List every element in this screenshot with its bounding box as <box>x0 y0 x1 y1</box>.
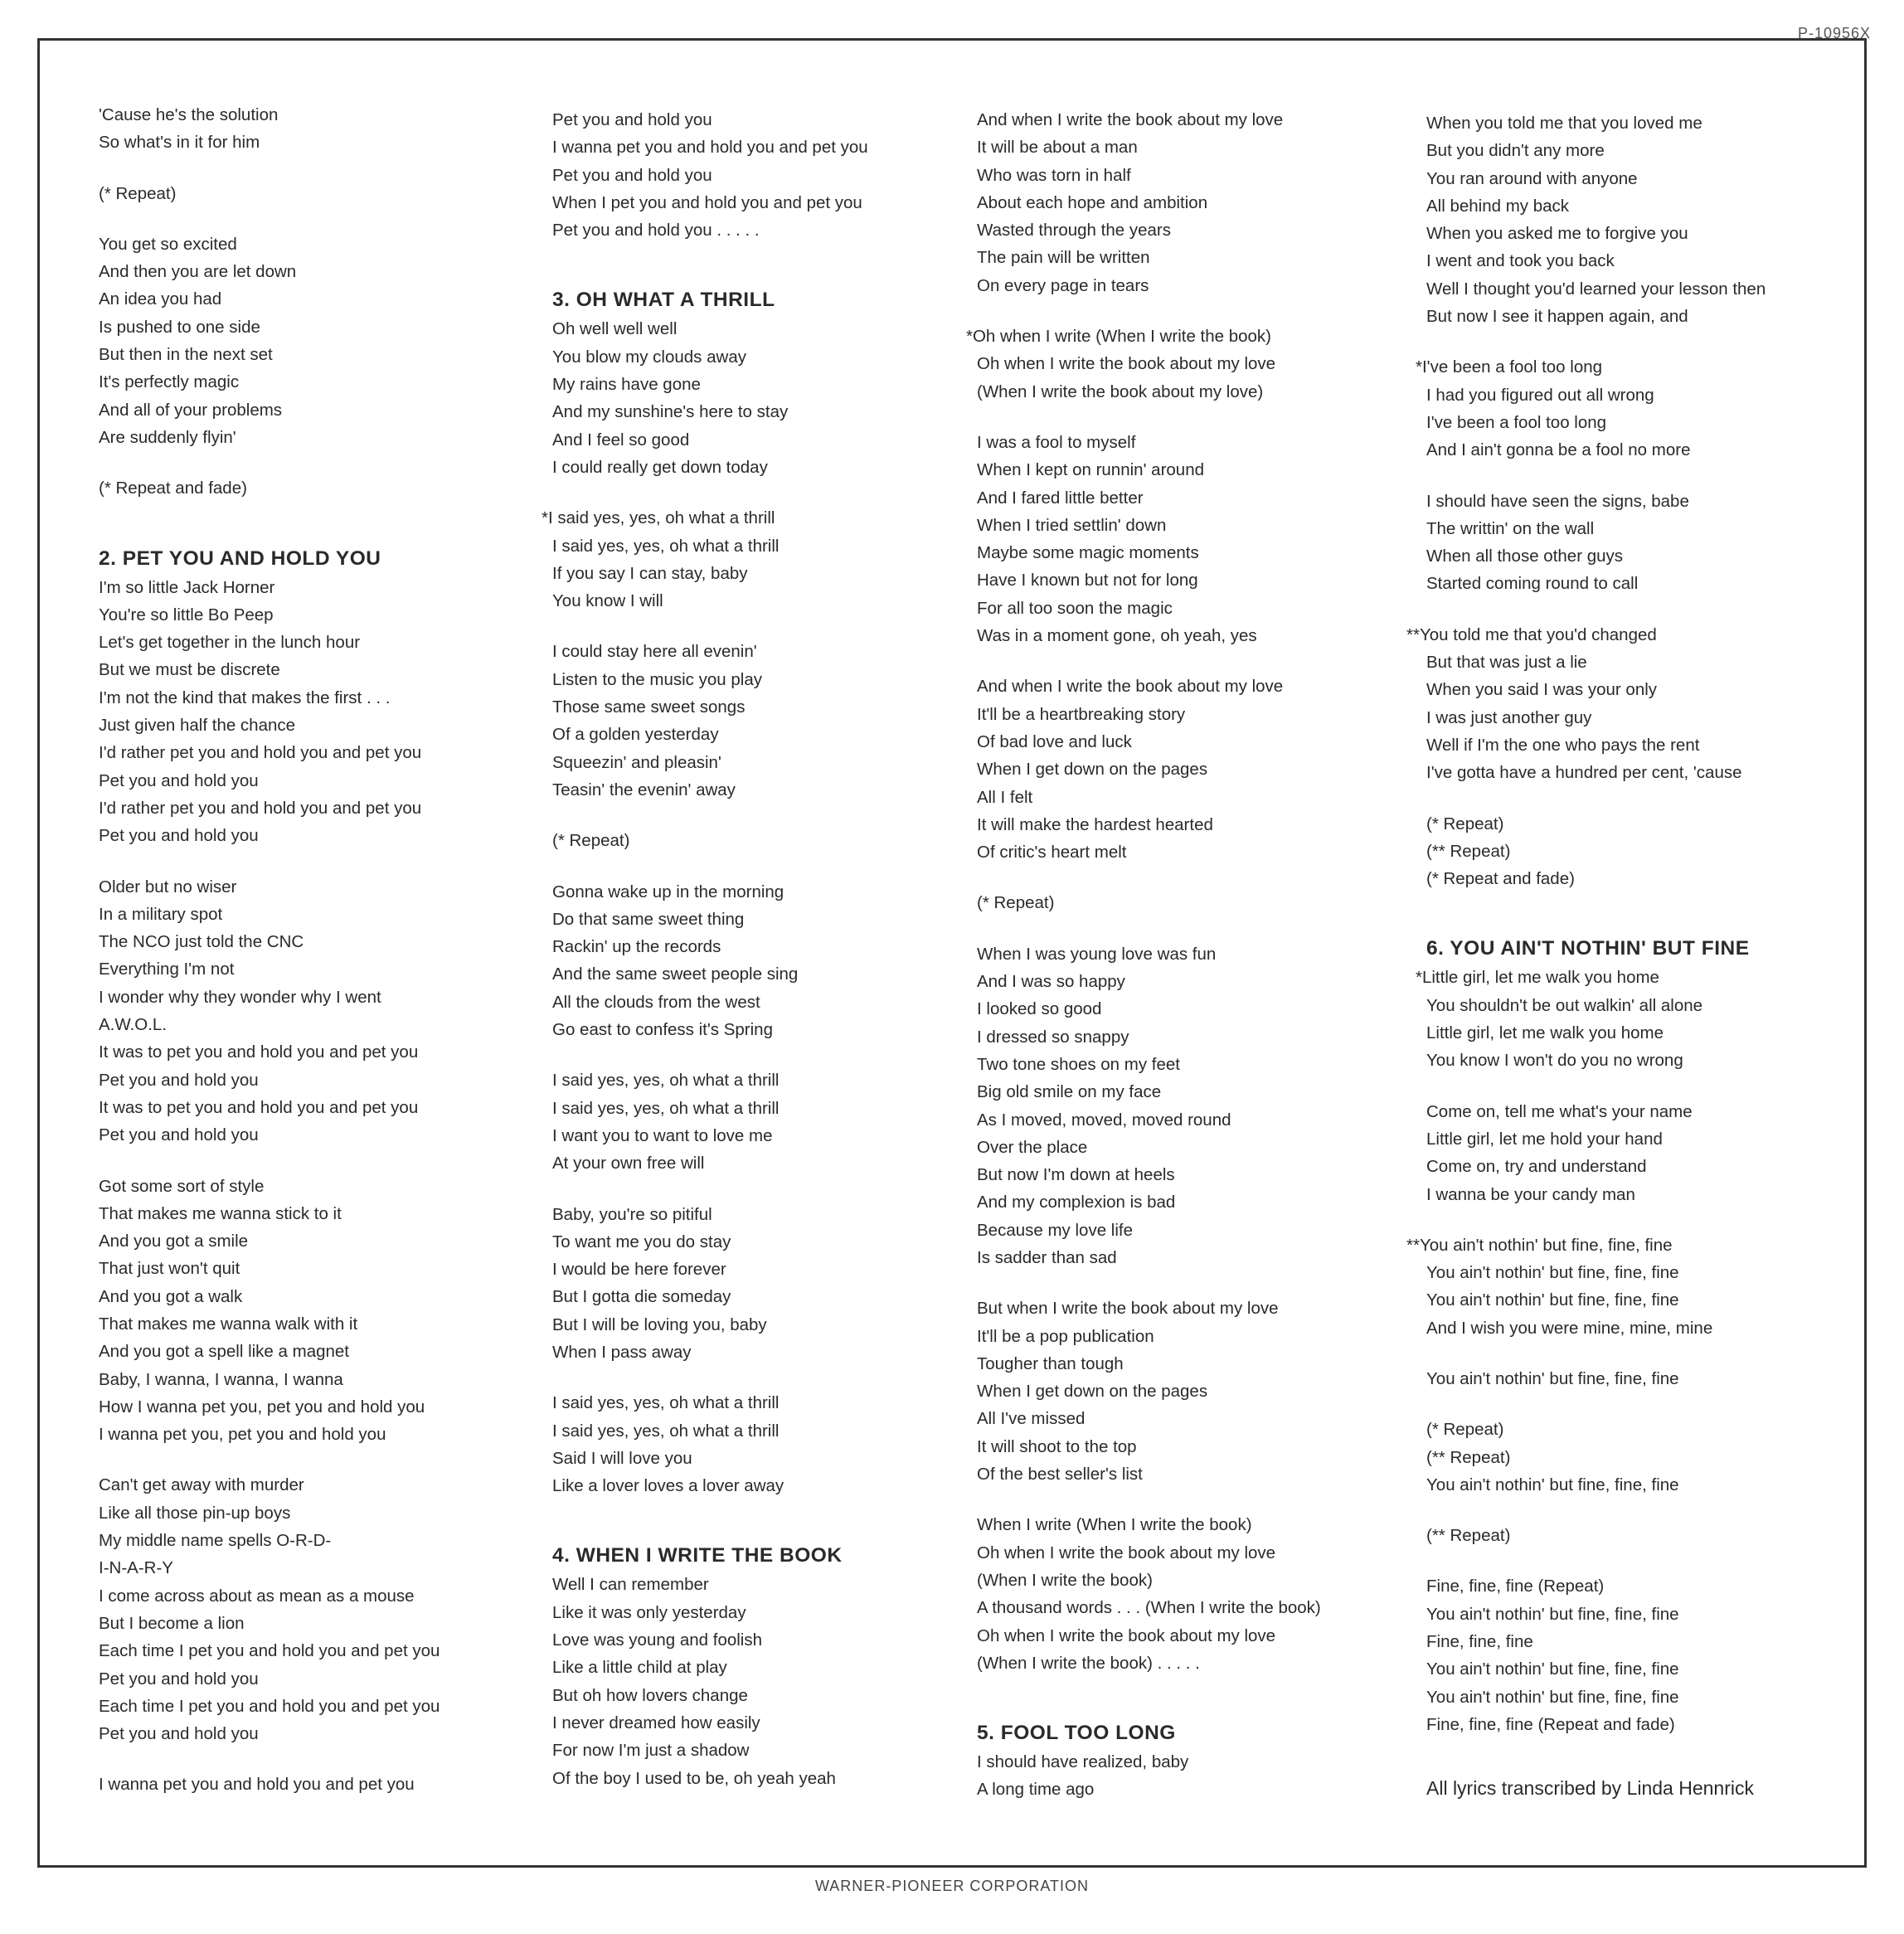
lyric-line: I wanna pet you and hold you and pet you <box>99 1775 415 1795</box>
lyric-line: All behind my back <box>1426 196 1570 216</box>
lyric-line: But that was just a lie <box>1426 653 1587 673</box>
lyrics-stanza <box>552 1067 975 1177</box>
lyric-line: I could stay here all evenin' <box>552 642 757 662</box>
lyric-line: Older but no wiser <box>99 877 237 897</box>
lyrics-stanza <box>552 638 975 804</box>
lyric-line: Pet you and hold you <box>99 1669 259 1689</box>
lyric-line: And all of your problems <box>99 400 283 420</box>
lyric-line: I've been a fool too long <box>1426 412 1607 432</box>
lyric-line: Pet you and hold you . . . . . <box>552 221 760 241</box>
lyric-line: The writtin' on the wall <box>1426 518 1595 538</box>
lyric-line: You ain't nothin' but fine, fine, fine <box>1426 1368 1679 1388</box>
lyric-line: And I was so happy <box>977 972 1125 992</box>
lyric-line: But now I see it happen again, and <box>1426 307 1688 327</box>
lyrics-stanza <box>552 315 975 481</box>
lyric-line: Got some sort of style <box>99 1176 265 1196</box>
lyric-line: I wonder why they wonder why I went <box>99 987 381 1007</box>
lyric-line: Like all those pin-up boys <box>99 1503 291 1523</box>
lyric-line: Of a golden yesterday <box>552 725 719 745</box>
lyric-line: Little girl, let me hold your hand <box>1426 1129 1663 1149</box>
lyrics-stanza <box>99 101 522 157</box>
lyric-line: That just won't quit <box>99 1259 240 1279</box>
lyrics-stanza <box>977 673 1400 866</box>
lyric-line: You ain't nothin' but fine, fine, fine <box>1426 1475 1679 1494</box>
lyric-line: Those same sweet songs <box>552 697 746 717</box>
lyric-line: I was a fool to myself <box>977 432 1136 452</box>
lyric-line: Come on, try and understand <box>1426 1157 1647 1177</box>
lyric-line: (* Repeat) <box>977 893 1055 913</box>
lyric-line: A.W.O.L. <box>99 1015 168 1035</box>
lyric-line: In a military spot <box>99 904 223 924</box>
lyrics-stanza <box>99 1173 522 1449</box>
lyric-line: Little girl, let me walk you home <box>1426 1023 1664 1043</box>
lyrics-column-3 <box>966 106 1400 1827</box>
lyric-line: Oh when I write the book about my love <box>977 1625 1276 1645</box>
lyric-line: When you said I was your only <box>1426 680 1658 700</box>
lyric-line: You blow my clouds away <box>552 347 746 367</box>
lyric-line: To want me you do stay <box>552 1232 731 1251</box>
lyric-line: When I kept on runnin' around <box>977 460 1205 480</box>
lyric-line: When I get down on the pages <box>977 1382 1208 1402</box>
lyrics-stanza <box>99 1771 522 1798</box>
song-title: 4. WHEN I WRITE THE BOOK <box>552 1544 843 1567</box>
lyric-line: (* Repeat) <box>99 183 177 203</box>
lyric-line: Well I thought you'd learned your lesson then <box>1426 279 1766 299</box>
lyric-line: Of the boy I used to be, oh yeah yeah <box>552 1768 836 1788</box>
lyric-line: On every page in tears <box>977 275 1149 295</box>
lyric-line: All I felt <box>977 787 1033 807</box>
lyrics-stanza <box>977 940 1400 1272</box>
lyric-line: Said I will love you <box>552 1448 692 1468</box>
lyric-line: It will be about a man <box>977 138 1138 158</box>
lyric-line: That makes me wanna stick to it <box>99 1203 342 1223</box>
lyrics-stanza <box>1426 1572 1849 1738</box>
lyric-line: You ain't nothin' but fine, fine, fine <box>1426 1659 1679 1679</box>
lyric-line: And when I write the book about my love <box>977 110 1284 129</box>
lyric-line: Squeezin' and pleasin' <box>552 752 721 772</box>
lyric-line: *Little girl, let me walk you home <box>1416 968 1659 988</box>
lyrics-column-1 <box>99 101 522 1822</box>
lyric-line: When I write (When I write the book) <box>977 1515 1252 1535</box>
lyric-line: Of the best seller's list <box>977 1465 1143 1485</box>
lyric-line: I'd rather pet you and hold you and pet you <box>99 743 422 763</box>
transcription-credit: All lyrics transcribed by Linda Hennrick <box>1426 1777 1754 1800</box>
lyric-line: My middle name spells O-R-D- <box>99 1531 332 1551</box>
lyric-line: (When I write the book) <box>977 1570 1153 1590</box>
lyric-line: When I pass away <box>552 1342 692 1362</box>
lyric-line: 'Cause he's the solution <box>99 105 279 124</box>
lyric-line: I said yes, yes, oh what a thrill <box>552 1098 780 1118</box>
lyric-line: And then you are let down <box>99 262 297 282</box>
lyric-line: When I was young love was fun <box>977 944 1217 964</box>
lyrics-stanza <box>99 474 522 502</box>
lyrics-column-4 <box>1406 109 1849 1803</box>
lyric-line: (* Repeat) <box>1426 814 1504 833</box>
lyrics-stanza <box>1426 1365 1849 1392</box>
lyric-line: You ran around with anyone <box>1426 168 1638 188</box>
lyrics-column-2 <box>542 106 975 1815</box>
lyric-line: Of critic's heart melt <box>977 843 1127 863</box>
lyric-line: For now I'm just a shadow <box>552 1741 750 1761</box>
lyric-line: Baby, you're so pitiful <box>552 1204 712 1224</box>
lyric-line: Of bad love and luck <box>977 731 1132 751</box>
lyric-line: I've gotta have a hundred per cent, 'cause <box>1426 763 1742 783</box>
lyric-line: You get so excited <box>99 234 237 254</box>
lyric-line: Gonna wake up in the morning <box>552 882 784 901</box>
lyric-line: Just given half the chance <box>99 716 296 736</box>
lyric-line: And when I write the book about my love <box>977 677 1284 697</box>
lyric-line: Started coming round to call <box>1426 574 1639 594</box>
lyrics-stanza <box>99 574 522 850</box>
lyric-line: But I will be loving you, baby <box>552 1314 767 1334</box>
song-title: 2. PET YOU AND HOLD YOU <box>99 547 381 570</box>
lyric-line: *I've been a fool too long <box>1416 357 1603 377</box>
lyrics-stanza <box>99 1471 522 1747</box>
lyrics-stanza <box>99 180 522 207</box>
lyric-line: Each time I pet you and hold you and pet you <box>99 1641 440 1661</box>
lyrics-stanza <box>1426 488 1849 598</box>
lyric-line: It'll be a heartbreaking story <box>977 704 1186 724</box>
lyric-line: About each hope and ambition <box>977 192 1208 212</box>
lyric-line: I said yes, yes, oh what a thrill <box>552 1421 780 1441</box>
lyric-line: I never dreamed how easily <box>552 1713 760 1732</box>
lyric-line: When I pet you and hold you and pet you <box>552 192 862 212</box>
lyric-line: Was in a moment gone, oh yeah, yes <box>977 626 1257 646</box>
lyric-line: Love was young and foolish <box>552 1630 763 1650</box>
song-title: 3. OH WHAT A THRILL <box>552 289 775 312</box>
lyric-line: **You told me that you'd changed <box>1406 624 1657 644</box>
lyric-line: It was to pet you and hold you and pet you <box>99 1097 419 1117</box>
lyric-line: Listen to the music you play <box>552 669 762 689</box>
lyric-line: How I wanna pet you, pet you and hold you <box>99 1397 425 1416</box>
lyrics-stanza <box>99 231 522 451</box>
lyric-line: All the clouds from the west <box>552 992 760 1012</box>
lyric-line: And I ain't gonna be a fool no more <box>1426 440 1691 460</box>
lyric-line: I would be here forever <box>552 1260 726 1280</box>
lyrics-stanza <box>966 323 1400 406</box>
lyric-line: Over the place <box>977 1137 1088 1157</box>
publisher-footer: WARNER-PIONEER CORPORATION <box>814 1878 1089 1894</box>
lyric-line: Pet you and hold you <box>552 110 712 129</box>
lyric-line: *I said yes, yes, oh what a thrill <box>542 508 775 528</box>
lyric-line: Tougher than tough <box>977 1353 1124 1373</box>
lyric-line: Pet you and hold you <box>99 770 259 790</box>
lyric-line: **You ain't nothin' but fine, fine, fine <box>1406 1235 1673 1255</box>
lyrics-body <box>1406 109 1849 1738</box>
lyric-line: You shouldn't be out walkin' all alone <box>1426 995 1703 1015</box>
lyric-line: *Oh when I write (When I write the book) <box>966 327 1272 347</box>
lyric-line: The NCO just told the CNC <box>99 932 304 952</box>
lyrics-stanza <box>1416 964 1849 1074</box>
lyric-line: At your own free will <box>552 1154 705 1174</box>
lyric-line: Rackin' up the records <box>552 937 721 957</box>
lyric-line: I should have realized, baby <box>977 1752 1189 1772</box>
lyric-line: If you say I can stay, baby <box>552 563 748 583</box>
lyric-line: (** Repeat) <box>1426 841 1511 861</box>
lyric-line: I could really get down today <box>552 457 768 477</box>
lyric-line: Wasted through the years <box>977 221 1171 241</box>
lyric-line: And you got a spell like a magnet <box>99 1342 349 1362</box>
lyric-line: I come across about as mean as a mouse <box>99 1586 415 1606</box>
lyrics-stanza <box>977 1295 1400 1488</box>
lyric-line: But I become a lion <box>99 1613 245 1633</box>
lyric-line: But we must be discrete <box>99 660 280 680</box>
lyric-line: It will shoot to the top <box>977 1436 1137 1456</box>
lyric-line: So what's in it for him <box>99 133 260 153</box>
lyric-line: It'll be a pop publication <box>977 1326 1154 1346</box>
lyric-line: Who was torn in half <box>977 165 1131 185</box>
lyric-line: Oh when I write the book about my love <box>977 354 1276 374</box>
lyrics-stanza <box>1426 810 1849 893</box>
lyrics-stanza <box>1406 1232 1849 1342</box>
lyric-line: It was to pet you and hold you and pet you <box>99 1042 419 1062</box>
lyric-line: Big old smile on my face <box>977 1082 1162 1102</box>
lyric-line: All I've missed <box>977 1409 1086 1429</box>
lyric-line: You ain't nothin' but fine, fine, fine <box>1426 1290 1679 1310</box>
lyric-line: But oh how lovers change <box>552 1685 748 1705</box>
lyric-line: I want you to want to love me <box>552 1125 773 1145</box>
lyric-line: It will make the hardest hearted <box>977 814 1213 834</box>
lyric-line: I wanna pet you and hold you and pet you <box>552 138 868 158</box>
lyric-line: (When I write the book about my love) <box>977 381 1264 401</box>
lyric-line: Pet you and hold you <box>99 1070 259 1090</box>
lyric-line: And you got a smile <box>99 1232 249 1251</box>
song-title: 5. FOOL TOO LONG <box>977 1722 1176 1745</box>
lyrics-stanza <box>1406 621 1849 787</box>
lyric-line: That makes me wanna walk with it <box>99 1314 358 1334</box>
lyric-line: (** Repeat) <box>1426 1447 1511 1467</box>
lyrics-stanza <box>99 873 522 1149</box>
lyric-line: For all too soon the magic <box>977 598 1173 618</box>
lyric-line: Is sadder than sad <box>977 1247 1117 1267</box>
lyric-line: My rains have gone <box>552 375 701 395</box>
lyrics-stanza <box>1416 353 1849 464</box>
lyric-line: As I moved, moved, moved round <box>977 1110 1231 1130</box>
lyric-line: A long time ago <box>977 1780 1095 1800</box>
lyric-line: But now I'm down at heels <box>977 1165 1175 1185</box>
lyric-line: I said yes, yes, oh what a thrill <box>552 1393 780 1413</box>
lyric-line: (* Repeat and fade) <box>99 479 247 498</box>
lyric-line: (* Repeat) <box>552 831 630 851</box>
lyric-line: When you asked me to forgive you <box>1426 224 1688 244</box>
lyric-line: And my sunshine's here to stay <box>552 402 789 422</box>
lyric-line: You ain't nothin' but fine, fine, fine <box>1426 1604 1679 1624</box>
lyrics-stanza <box>977 106 1400 299</box>
lyric-line: Everything I'm not <box>99 960 235 979</box>
lyric-line: I was just another guy <box>1426 707 1592 727</box>
lyric-line: Like a lover loves a lover away <box>552 1476 784 1496</box>
lyric-line: Like a little child at play <box>552 1658 727 1678</box>
lyric-line: Baby, I wanna, I wanna, I wanna <box>99 1369 343 1389</box>
song-title: 6. YOU AIN'T NOTHIN' BUT FINE <box>1426 937 1750 960</box>
lyric-line: When I tried settlin' down <box>977 515 1167 535</box>
lyric-line: Have I known but not for long <box>977 571 1198 590</box>
lyric-line: Well I can remember <box>552 1575 709 1595</box>
catalog-number: P-10956X <box>1797 25 1871 41</box>
lyric-line: Can't get away with murder <box>99 1475 304 1495</box>
lyric-line: An idea you had <box>99 289 222 309</box>
lyric-line: When all those other guys <box>1426 547 1624 566</box>
lyrics-stanza <box>1426 1416 1849 1499</box>
lyric-line: I-N-A-R-Y <box>99 1558 173 1578</box>
lyrics-stanza <box>1426 1098 1849 1208</box>
lyric-line: Go east to confess it's Spring <box>552 1020 773 1040</box>
lyric-line: And I fared little better <box>977 488 1144 508</box>
lyric-line: Two tone shoes on my feet <box>977 1054 1180 1074</box>
lyric-line: Pet you and hold you <box>99 1724 259 1744</box>
lyric-line: I said yes, yes, oh what a thrill <box>552 536 780 556</box>
lyric-line: I'm not the kind that makes the first . . . <box>99 688 391 707</box>
lyric-line: And I wish you were mine, mine, mine <box>1426 1318 1713 1338</box>
lyric-line: I should have seen the signs, babe <box>1426 491 1689 511</box>
lyric-line: Because my love life <box>977 1220 1134 1240</box>
lyric-line: Come on, tell me what's your name <box>1426 1101 1693 1121</box>
lyric-line: I looked so good <box>977 999 1102 1019</box>
lyric-line: You're so little Bo Peep <box>99 605 274 624</box>
lyric-line: And I feel so good <box>552 430 690 449</box>
lyric-line: And my complexion is bad <box>977 1193 1176 1212</box>
lyric-line: Teasin' the evenin' away <box>552 780 736 799</box>
lyrics-stanza <box>1426 1522 1849 1549</box>
lyric-line: Pet you and hold you <box>99 826 259 846</box>
lyric-line: The pain will be written <box>977 248 1150 268</box>
lyric-line: Pet you and hold you <box>99 1125 259 1145</box>
lyric-line: When I get down on the pages <box>977 760 1208 780</box>
lyric-line: And you got a walk <box>99 1286 243 1306</box>
lyric-line: I wanna be your candy man <box>1426 1184 1635 1204</box>
lyrics-stanza <box>552 1201 975 1367</box>
lyrics-stanza <box>542 504 975 615</box>
lyric-line: It's perfectly magic <box>99 372 240 392</box>
lyric-line: I'm so little Jack Horner <box>99 577 275 597</box>
lyric-line: Fine, fine, fine <box>1426 1632 1533 1652</box>
lyric-line: (* Repeat and fade) <box>1426 869 1575 889</box>
lyric-line: A thousand words . . . (When I write the book) <box>977 1598 1321 1618</box>
lyric-line: Each time I pet you and hold you and pet you <box>99 1696 440 1716</box>
lyric-line: (** Repeat) <box>1426 1526 1511 1546</box>
lyric-line: Pet you and hold you <box>552 165 712 185</box>
lyrics-stanza <box>552 827 975 854</box>
lyrics-stanza <box>977 1748 1400 1804</box>
lyric-line: You know I will <box>552 591 663 611</box>
lyric-line: But when I write the book about my love <box>977 1299 1279 1319</box>
lyrics-stanza <box>552 878 975 1044</box>
lyric-line: I went and took you back <box>1426 251 1615 271</box>
lyrics-stanza <box>1426 109 1849 330</box>
lyric-line: Are suddenly flyin' <box>99 427 236 447</box>
lyric-line: And the same sweet people sing <box>552 965 799 984</box>
lyric-line: You know I won't do you no wrong <box>1426 1051 1683 1071</box>
lyrics-stanza <box>552 106 975 244</box>
lyric-line: But then in the next set <box>99 345 273 365</box>
lyric-line: I'd rather pet you and hold you and pet you <box>99 798 422 818</box>
lyrics-stanza <box>552 1389 975 1499</box>
lyrics-stanza <box>977 889 1400 916</box>
lyric-line: (When I write the book) . . . . . <box>977 1653 1200 1673</box>
lyrics-stanza <box>977 429 1400 649</box>
lyric-line: Maybe some magic moments <box>977 543 1199 563</box>
lyric-line: Like it was only yesterday <box>552 1602 746 1622</box>
lyric-line: Fine, fine, fine (Repeat and fade) <box>1426 1714 1675 1734</box>
lyric-line: I had you figured out all wrong <box>1426 385 1654 405</box>
lyric-line: Well if I'm the one who pays the rent <box>1426 735 1700 755</box>
lyric-line: I said yes, yes, oh what a thrill <box>552 1071 780 1091</box>
lyric-line: I wanna pet you, pet you and hold you <box>99 1425 386 1445</box>
lyric-line: But I gotta die someday <box>552 1287 731 1307</box>
lyric-line: Is pushed to one side <box>99 317 260 337</box>
lyric-line: Oh when I write the book about my love <box>977 1543 1276 1562</box>
lyric-line: You ain't nothin' but fine, fine, fine <box>1426 1687 1679 1707</box>
lyric-line: Fine, fine, fine (Repeat) <box>1426 1577 1605 1596</box>
lyric-line: You ain't nothin' but fine, fine, fine <box>1426 1263 1679 1283</box>
lyric-line: Oh well well well <box>552 319 678 339</box>
lyric-line: Do that same sweet thing <box>552 909 745 929</box>
lyrics-stanza <box>977 1511 1400 1677</box>
lyric-line: I dressed so snappy <box>977 1027 1129 1047</box>
lyric-line: But you didn't any more <box>1426 141 1605 161</box>
lyrics-stanza <box>552 1571 975 1791</box>
lyric-line: Let's get together in the lunch hour <box>99 633 361 653</box>
lyric-line: (* Repeat) <box>1426 1420 1504 1440</box>
lyric-line: When you told me that you loved me <box>1426 114 1702 133</box>
